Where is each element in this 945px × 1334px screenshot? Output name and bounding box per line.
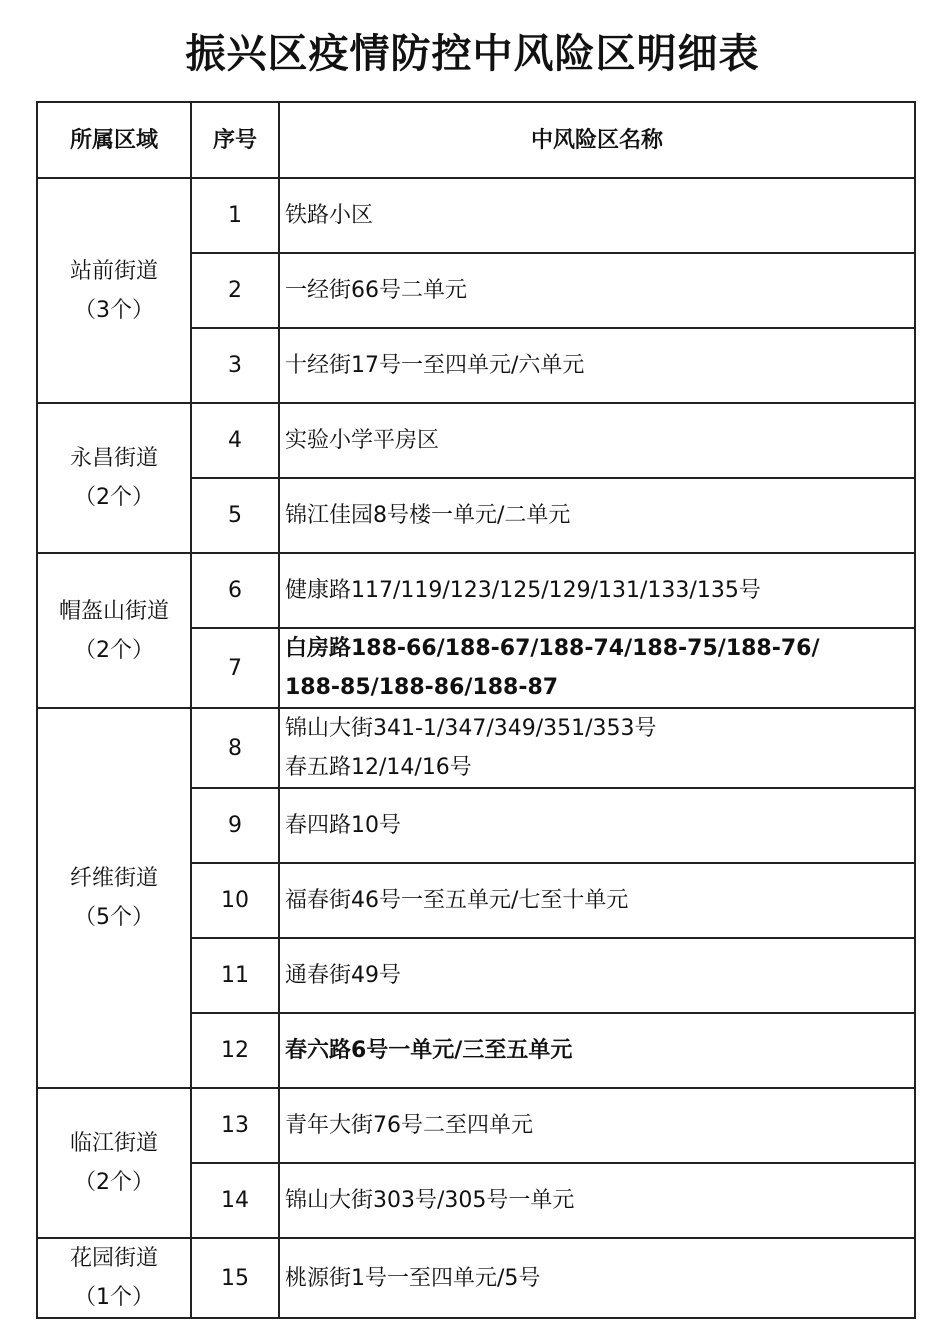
seq-cell: 2 <box>191 253 279 328</box>
area-name-cell <box>279 708 915 788</box>
area-name-line: 青年大街76号二至四单元 <box>285 1113 533 1138</box>
header-name: 中风险区名称 <box>279 102 915 178</box>
area-name-cell <box>279 628 915 708</box>
seq-cell: 3 <box>191 328 279 403</box>
table-row <box>37 1238 915 1318</box>
area-name-line: 十经街17号一至四单元/六单元 <box>285 353 585 378</box>
district-count: （2个） <box>74 637 154 663</box>
district-name: 永昌街道 <box>69 446 158 471</box>
seq-cell: 6 <box>191 553 279 628</box>
area-name-line: 白房路188-66/188-67/188-74/188-75/188-76/ <box>285 636 820 661</box>
district-count: （5个） <box>74 905 154 930</box>
risk-area-table <box>36 101 916 1319</box>
district-cell-zhanqian <box>37 178 191 403</box>
district-count: （3个） <box>74 297 154 323</box>
table-row <box>37 178 915 253</box>
table-row <box>37 403 915 478</box>
seq-cell: 8 <box>191 708 279 788</box>
seq-cell: 15 <box>191 1238 279 1318</box>
area-name-cell <box>279 938 915 1013</box>
table-row <box>37 708 915 788</box>
district-count: （2个） <box>74 1170 154 1195</box>
seq-cell: 10 <box>191 863 279 938</box>
seq-cell: 7 <box>191 628 279 708</box>
area-name-line: 福春街46号一至五单元/七至十单元 <box>285 888 629 913</box>
area-name-cell <box>279 253 915 328</box>
district-count: （2个） <box>74 485 154 510</box>
area-name-line: 通春街49号 <box>285 963 401 988</box>
seq-cell: 1 <box>191 178 279 253</box>
district-cell-xianwei <box>37 708 191 1088</box>
area-name-line: 一经街66号二单元 <box>285 278 467 303</box>
district-name: 花园街道 <box>69 1246 158 1271</box>
area-name-cell <box>279 1238 915 1318</box>
area-name-cell <box>279 1013 915 1088</box>
district-count: （1个） <box>74 1285 154 1310</box>
district-name: 纤维街道 <box>69 866 158 891</box>
area-name-line: 铁路小区 <box>285 203 374 228</box>
area-name-line: 188-85/188-86/188-87 <box>285 675 559 700</box>
area-name-line: 桃源街1号一至四单元/5号 <box>285 1265 541 1291</box>
area-name-cell <box>279 1163 915 1238</box>
district-cell-huayuan <box>37 1238 191 1318</box>
area-name-line: 锦江佳园8号楼一单元/二单元 <box>285 503 571 528</box>
area-name-line: 实验小学平房区 <box>285 428 440 453</box>
area-name-line: 锦山大街341-1/347/349/351/353号 <box>285 716 657 741</box>
area-name-cell <box>279 478 915 553</box>
area-name-cell <box>279 863 915 938</box>
area-name-line: 健康路117/119/123/125/129/131/133/135号 <box>285 578 761 603</box>
seq-cell: 5 <box>191 478 279 553</box>
district-cell-yongchang <box>37 403 191 553</box>
seq-cell: 12 <box>191 1013 279 1088</box>
header-seq: 序号 <box>191 102 279 178</box>
area-name-cell <box>279 328 915 403</box>
page-title: 振兴区疫情防控中风险区明细表 <box>185 31 760 77</box>
seq-cell: 11 <box>191 938 279 1013</box>
district-name: 帽盔山街道 <box>58 598 169 624</box>
area-name-cell <box>279 553 915 628</box>
area-name-cell <box>279 788 915 863</box>
seq-cell: 9 <box>191 788 279 863</box>
seq-cell: 13 <box>191 1088 279 1163</box>
area-name-line: 春五路12/14/16号 <box>285 755 472 780</box>
district-name: 临江街道 <box>69 1131 158 1156</box>
table-header-row <box>37 102 915 178</box>
area-name-cell <box>279 178 915 253</box>
seq-cell: 4 <box>191 403 279 478</box>
table-row <box>37 1088 915 1163</box>
district-cell-linjiang <box>37 1088 191 1238</box>
district-name: 站前街道 <box>69 258 158 284</box>
header-district: 所属区域 <box>37 102 191 178</box>
area-name-line: 春六路6号一单元/三至五单元 <box>285 1038 573 1063</box>
seq-cell: 14 <box>191 1163 279 1238</box>
area-name-cell <box>279 403 915 478</box>
district-cell-maokuishan <box>37 553 191 708</box>
area-name-line: 锦山大街303号/305号一单元 <box>285 1188 575 1213</box>
area-name-cell <box>279 1088 915 1163</box>
area-name-line: 春四路10号 <box>285 813 401 838</box>
table-row <box>37 553 915 628</box>
